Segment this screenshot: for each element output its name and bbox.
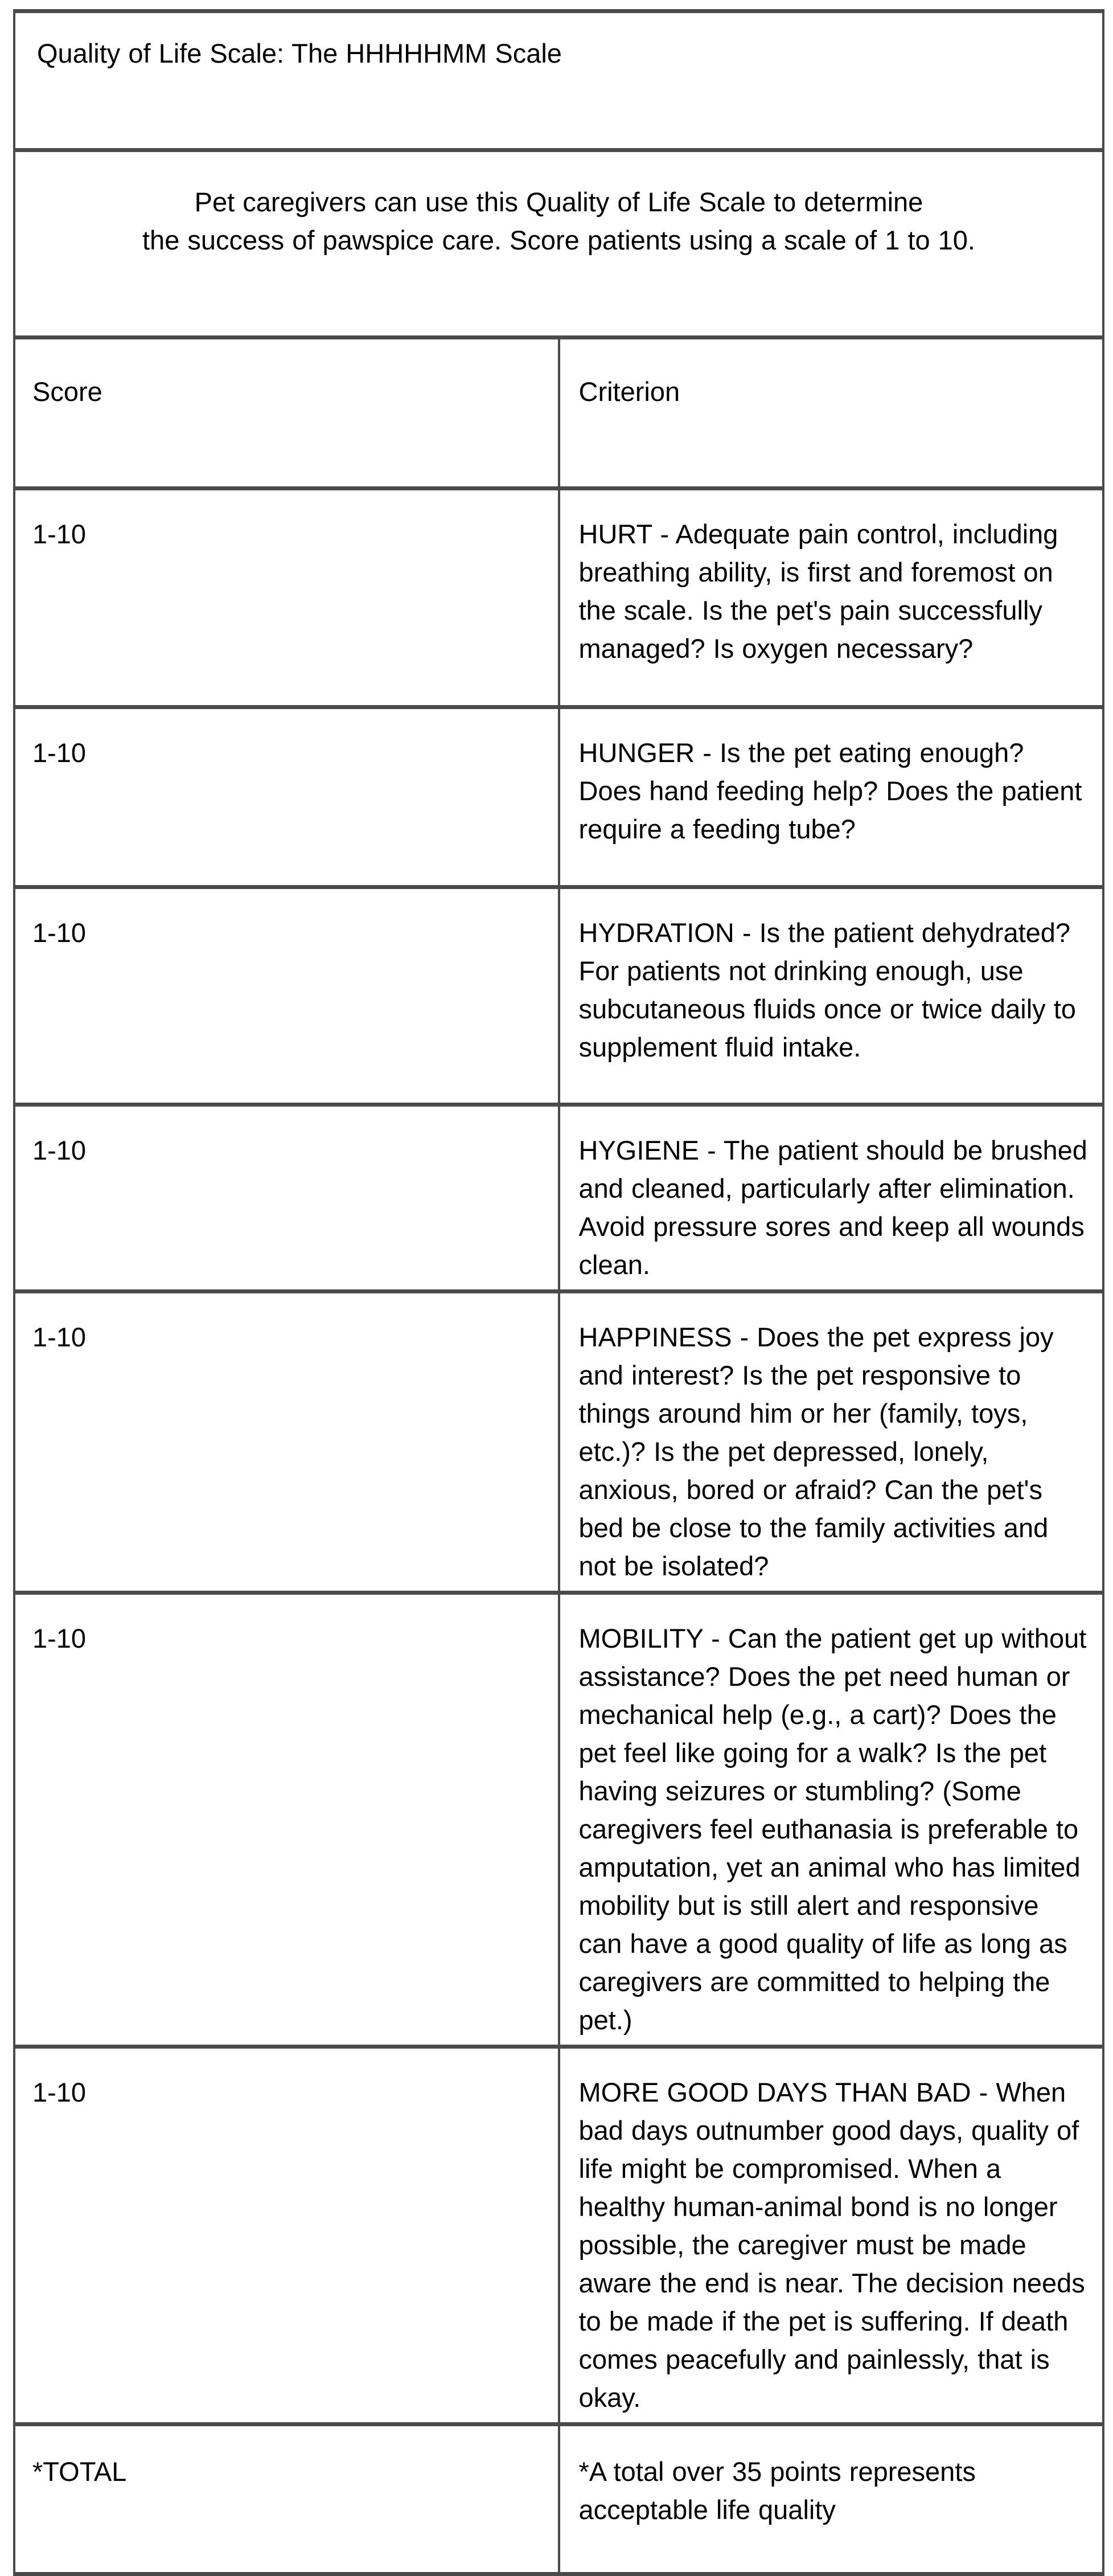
criterion-cell: HAPPINESS - Does the pet express joy and interest? Is the pet responsive to things around him or her (family, toys, etc.)? Is the pet depressed, lonely, anxious, bored or afraid? Can the pet's bed be close to the family activities and not be isolated? <box>559 1292 1104 1593</box>
score-cell: 1-10 <box>14 1292 559 1593</box>
score-cell: 1-10 <box>14 1105 559 1292</box>
table-row-hydration <box>14 887 1103 1105</box>
table-row-total <box>14 2425 1103 2574</box>
score-cell: 1-10 <box>14 707 559 887</box>
table-row-more-good-days <box>14 2047 1103 2425</box>
criterion-cell: MORE GOOD DAYS THAN BAD - When bad days outnumber good days, quality of life might be compromised. When a healthy human-animal bond is no longer possible, the caregiver must be made aware the end is near. The decision needs to be made if the pet is suffering. If death comes peacefully and painlessly, that is okay. <box>559 2047 1104 2425</box>
intro-row <box>14 150 1103 338</box>
table-row-hygiene <box>14 1105 1103 1292</box>
score-cell: 1-10 <box>14 2047 559 2425</box>
table-row-happiness <box>14 1292 1103 1593</box>
table-row-hurt <box>14 489 1103 707</box>
score-cell: 1-10 <box>14 1593 559 2047</box>
criterion-cell: HURT - Adequate pain control, including breathing ability, is first and foremost on the scale. Is the pet's pain successfully managed? Is oxygen necessary? <box>559 489 1104 707</box>
column-header-criterion: Criterion <box>559 338 1104 489</box>
header-row <box>14 338 1103 489</box>
criterion-cell: HYGIENE - The patient should be brushed and cleaned, particularly after elimination. Avoid pressure sores and keep all wounds clean. <box>559 1105 1104 1292</box>
criterion-cell: MOBILITY - Can the patient get up without assistance? Does the pet need human or mechanical help (e.g., a cart)? Does the pet feel like going for a walk? Is the pet having seizures or stumbling? (Some caregivers feel euthanasia is preferable to amputation, yet an animal who has limited mobility but is still alert and responsive can have a good quality of life as long as caregivers are committed to helping the pet.) <box>559 1593 1104 2047</box>
title-row <box>14 11 1103 150</box>
document-page <box>0 9 1113 2525</box>
score-cell: 1-10 <box>14 489 559 707</box>
score-cell: 1-10 <box>14 887 559 1105</box>
quality-of-life-table <box>13 9 1104 2576</box>
intro-line-2: the success of pawspice care. Score patients using a scale of 1 to 10. <box>142 225 975 255</box>
total-score-cell: *TOTAL <box>14 2425 559 2574</box>
table-row-hunger <box>14 707 1103 887</box>
criterion-cell: HUNGER - Is the pet eating enough? Does hand feeding help? Does the patient require a feeding tube? <box>559 707 1104 887</box>
page-title: Quality of Life Scale: The HHHHHMM Scale <box>14 11 1103 150</box>
total-criterion-cell: *A total over 35 points represents acceptable life quality <box>559 2425 1104 2574</box>
table-row-mobility <box>14 1593 1103 2047</box>
intro-text <box>14 150 1103 338</box>
criterion-cell: HYDRATION - Is the patient dehydrated? For patients not drinking enough, use subcutaneous fluids once or twice daily to supplement fluid intake. <box>559 887 1104 1105</box>
column-header-score: Score <box>14 338 559 489</box>
intro-line-1: Pet caregivers can use this Quality of Life Scale to determine <box>194 187 923 217</box>
